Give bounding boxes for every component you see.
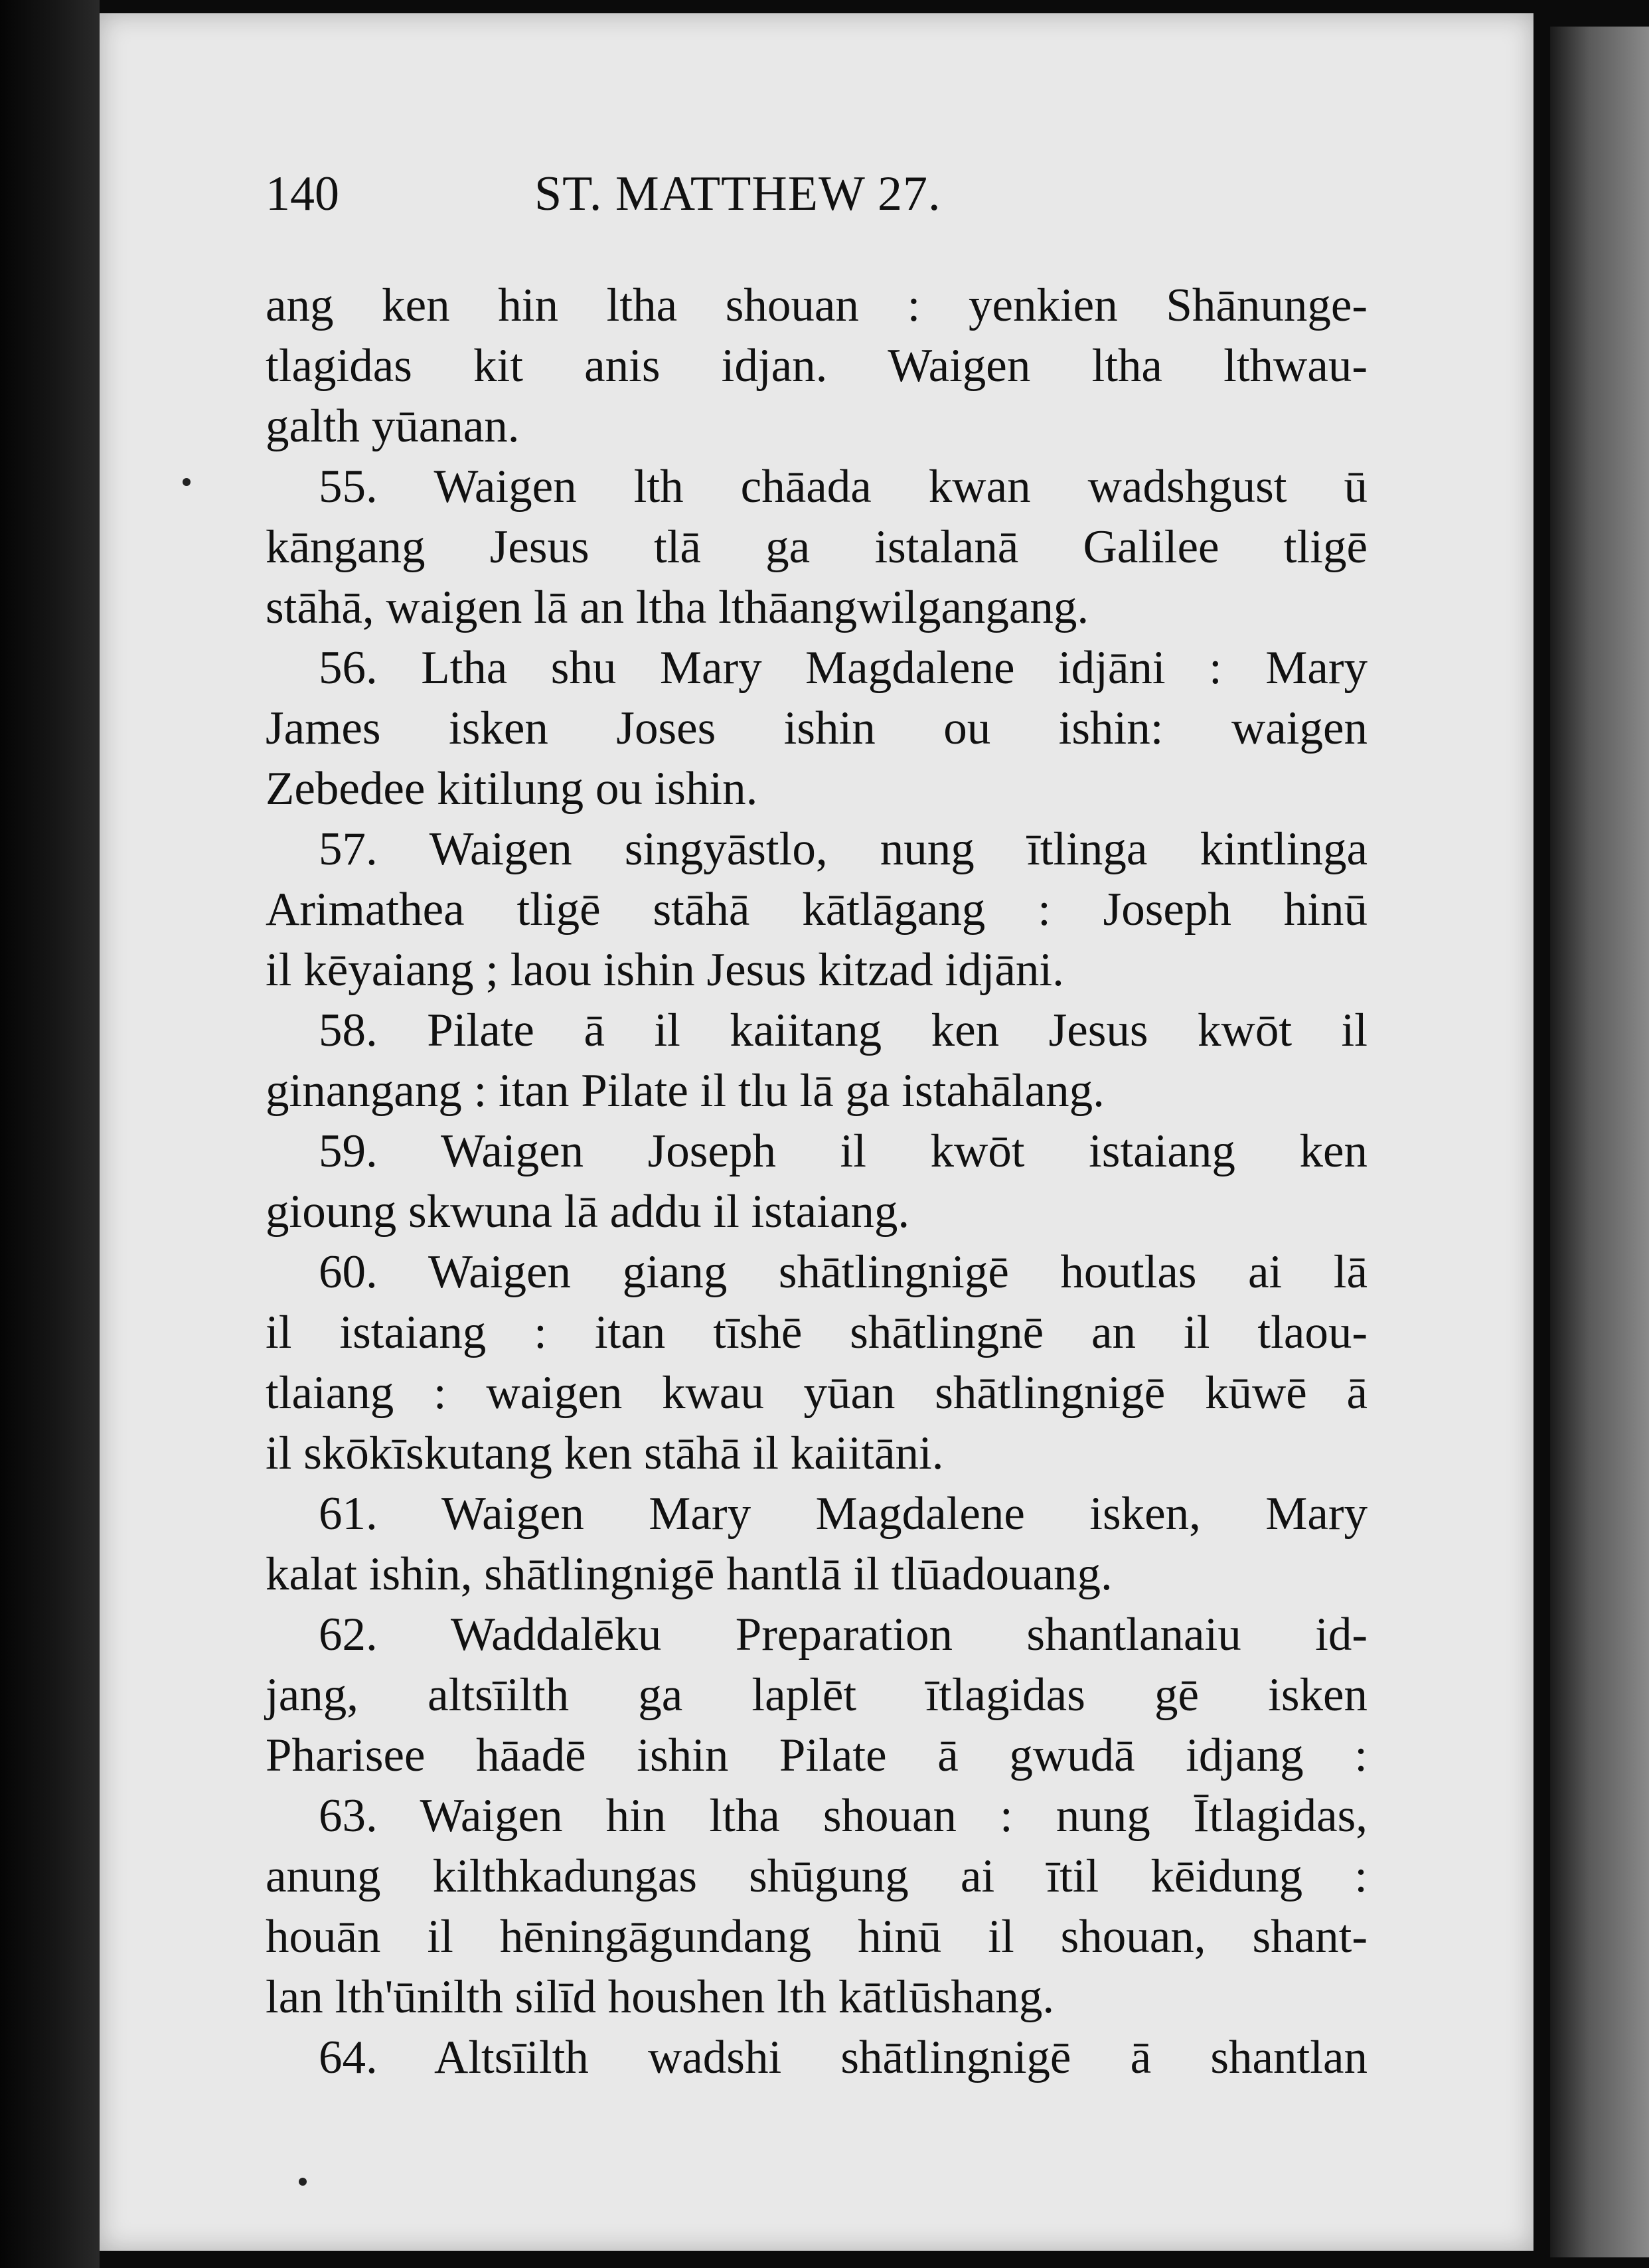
text-line: Pharisee hāadē ishin Pilate ā gwudā idjang : xyxy=(266,1730,1368,1781)
body-text xyxy=(266,276,1368,2088)
text-line: il skōkīskutang ken stāhā il kaiitāni. xyxy=(266,1427,944,1479)
scan-speck xyxy=(299,2178,307,2186)
text-line: kalat ishin, shātlingnigē hantlā il tlūadouang. xyxy=(266,1548,1113,1600)
text-line: 61. Waigen Mary Magdalene isken, Mary xyxy=(319,1488,1368,1540)
text-line: 57. Waigen singyāstlo, nung ītlinga kintlinga xyxy=(319,823,1368,875)
page-number: 140 xyxy=(266,167,339,221)
text-line: stāhā, waigen lā an ltha lthāangwilgangang. xyxy=(266,582,1089,633)
text-line: James isken Joses ishin ou ishin: waigen xyxy=(266,702,1368,754)
text-line: il istaiang : itan tīshē shātlingnē an il tlaou- xyxy=(266,1307,1368,1358)
text-line: ginangang : itan Pilate il tlu lā ga istahālang. xyxy=(266,1065,1105,1117)
text-line: kāngang Jesus tlā ga istalanā Galilee tligē xyxy=(266,521,1368,573)
text-line: jang, altsīilth ga laplēt ītlagidas gē isken xyxy=(266,1669,1368,1721)
text-line: ang ken hin ltha shouan : yenkien Shānunge- xyxy=(266,280,1368,331)
text-line: galth yūanan. xyxy=(266,400,520,452)
text-line: 55. Waigen lth chāada kwan wadshgust ū xyxy=(319,461,1368,513)
text-line: houān il hēningāgundang hinū il shouan, shant- xyxy=(266,1911,1368,1963)
running-title: ST. MATTHEW 27. xyxy=(534,167,941,221)
text-line: tlaiang : waigen kwau yūan shātlingnigē kūwē ā xyxy=(266,1367,1368,1419)
scan-left-border xyxy=(0,0,100,2268)
text-line: lan lth'ūnilth silīd houshen lth kātlūshang. xyxy=(266,1971,1055,2023)
text-line: 59. Waigen Joseph il kwōt istaiang ken xyxy=(319,1125,1368,1177)
text-line: Arimathea tligē stāhā kātlāgang : Joseph hinū xyxy=(266,884,1368,935)
text-line: 58. Pilate ā il kaiitang ken Jesus kwōt il xyxy=(319,1005,1368,1056)
text-line: 56. Ltha shu Mary Magdalene idjāni : Mary xyxy=(319,642,1368,694)
book-page xyxy=(100,13,1533,2251)
scan-speck xyxy=(183,478,191,486)
text-line: 62. Waddalēku Preparation shantlanaiu id- xyxy=(319,1609,1368,1660)
text-line: Zebedee kitilung ou ishin. xyxy=(266,763,758,815)
text-line: il kēyaiang ; laou ishin Jesus kitzad idjāni. xyxy=(266,944,1064,996)
text-line: gioung skwuna lā addu il istaiang. xyxy=(266,1186,910,1238)
text-line: anung kilthkadungas shūgung ai ītil kēidung : xyxy=(266,1850,1368,1902)
text-line: tlagidas kit anis idjan. Waigen ltha lthwau- xyxy=(266,340,1368,392)
text-line: 64. Altsīilth wadshi shātlingnigē ā shantlan xyxy=(319,2032,1368,2083)
adjacent-page-edge xyxy=(1550,27,1649,2257)
text-line: 63. Waigen hin ltha shouan : nung Ītlagidas, xyxy=(319,1790,1368,1842)
text-line: 60. Waigen giang shātlingnigē houtlas ai lā xyxy=(319,1246,1368,1298)
page-header xyxy=(266,166,1195,246)
